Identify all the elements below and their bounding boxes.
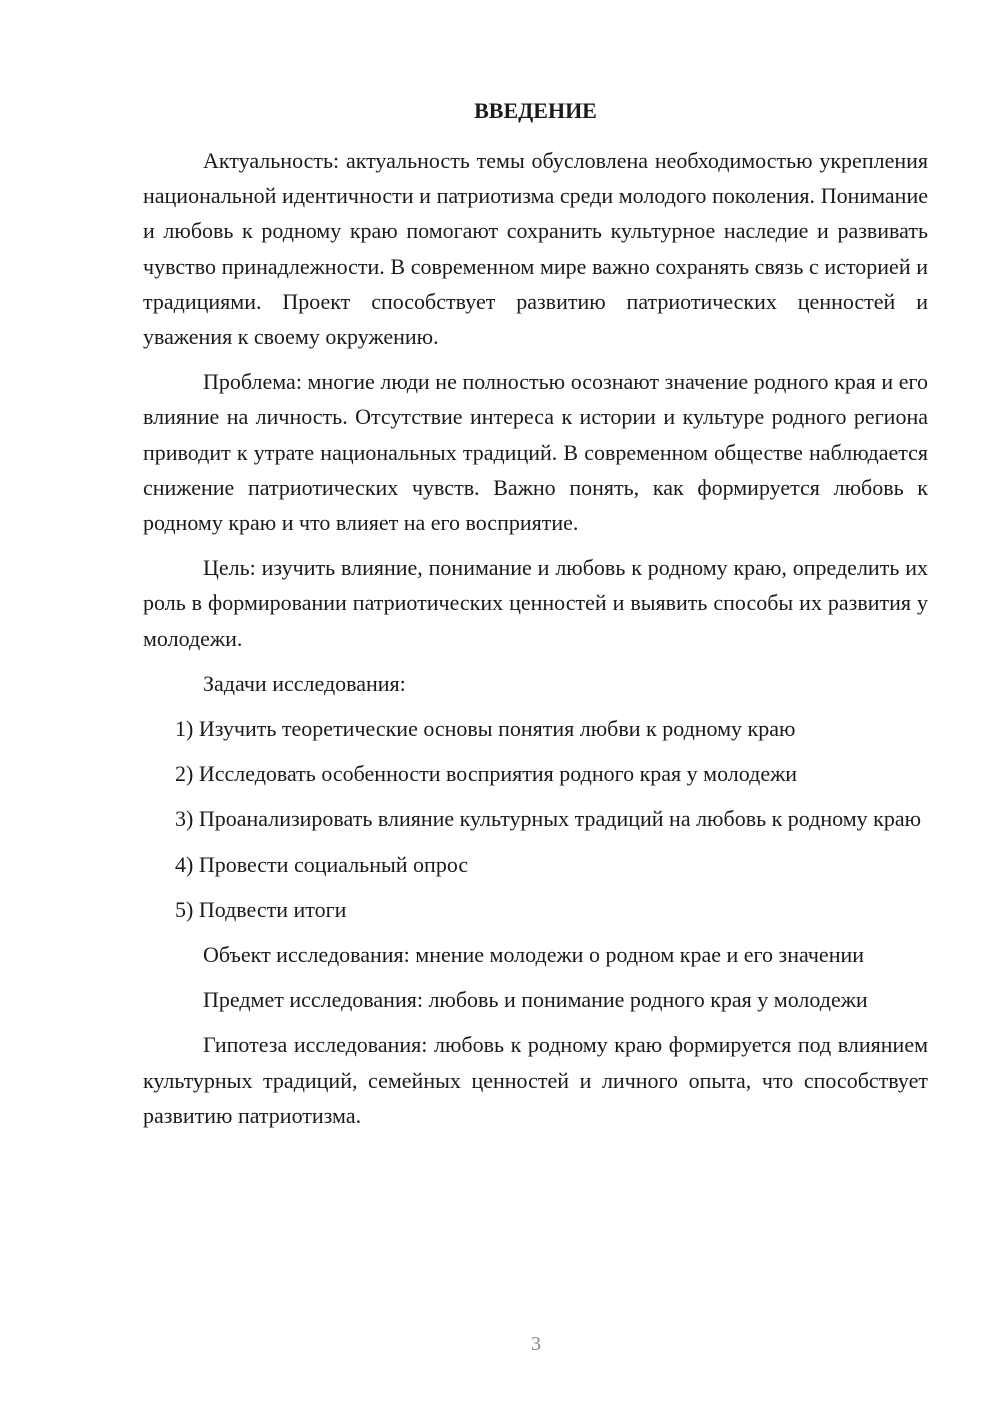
task-item-2: 2) Исследовать особенности восприятия родного края у молодежи	[175, 761, 798, 787]
subject-paragraph: Предмет исследования: любовь и понимание родного края у молодежи	[203, 987, 868, 1013]
task-item-1: 1) Изучить теоретические основы понятия любви к родному краю	[175, 716, 796, 742]
task-item-5: 5) Подвести итоги	[175, 896, 347, 922]
section-heading: ВВЕДЕНИЕ	[474, 98, 597, 123]
task-item-3: 3) Проанализировать влияние культурных традиций на любовь к родному краю	[175, 806, 922, 832]
tasks-title: Задачи исследования:	[203, 670, 406, 696]
hypothesis-paragraph: Гипотеза исследования: любовь к родному краю формируется под влиянием культурных традиций, семейных ценностей и личного опыта, что способствует развитию патриотизма.	[143, 1032, 928, 1128]
object-paragraph: Объект исследования: мнение молодежи о родном крае и его значении	[203, 942, 865, 968]
relevance-paragraph: Актуальность: актуальность темы обусловлена необходимостью укрепления национальной идентичности и патриотизма среди молодого поколения. Понимание и любовь к родному краю помогают сохранить культурное наследие и развивать чувство принадлежности. В современном мире важно сохранять связь с историей и традициями. Проект способствует развитию патриотических ценностей и уважения к своему окружению.	[143, 148, 928, 350]
problem-paragraph: Проблема: многие люди не полностью осознают значение родного края и его влияние на личность. Отсутствие интереса к истории и культуре родного региона приводит к утрате национальных традиций. В современном обществе наблюдается снижение патриотических чувств. Важно понять, как формируется любовь к родному краю и что влияет на его восприятие.	[143, 369, 928, 536]
page-number: 3	[531, 1333, 541, 1355]
goal-paragraph: Цель: изучить влияние, понимание и любовь к родному краю, определить их роль в формировании патриотических ценностей и выявить способы их развития у молодежи.	[143, 555, 928, 651]
document-page	[143, 88, 928, 1143]
task-item-4: 4) Провести социальный опрос	[175, 851, 469, 877]
